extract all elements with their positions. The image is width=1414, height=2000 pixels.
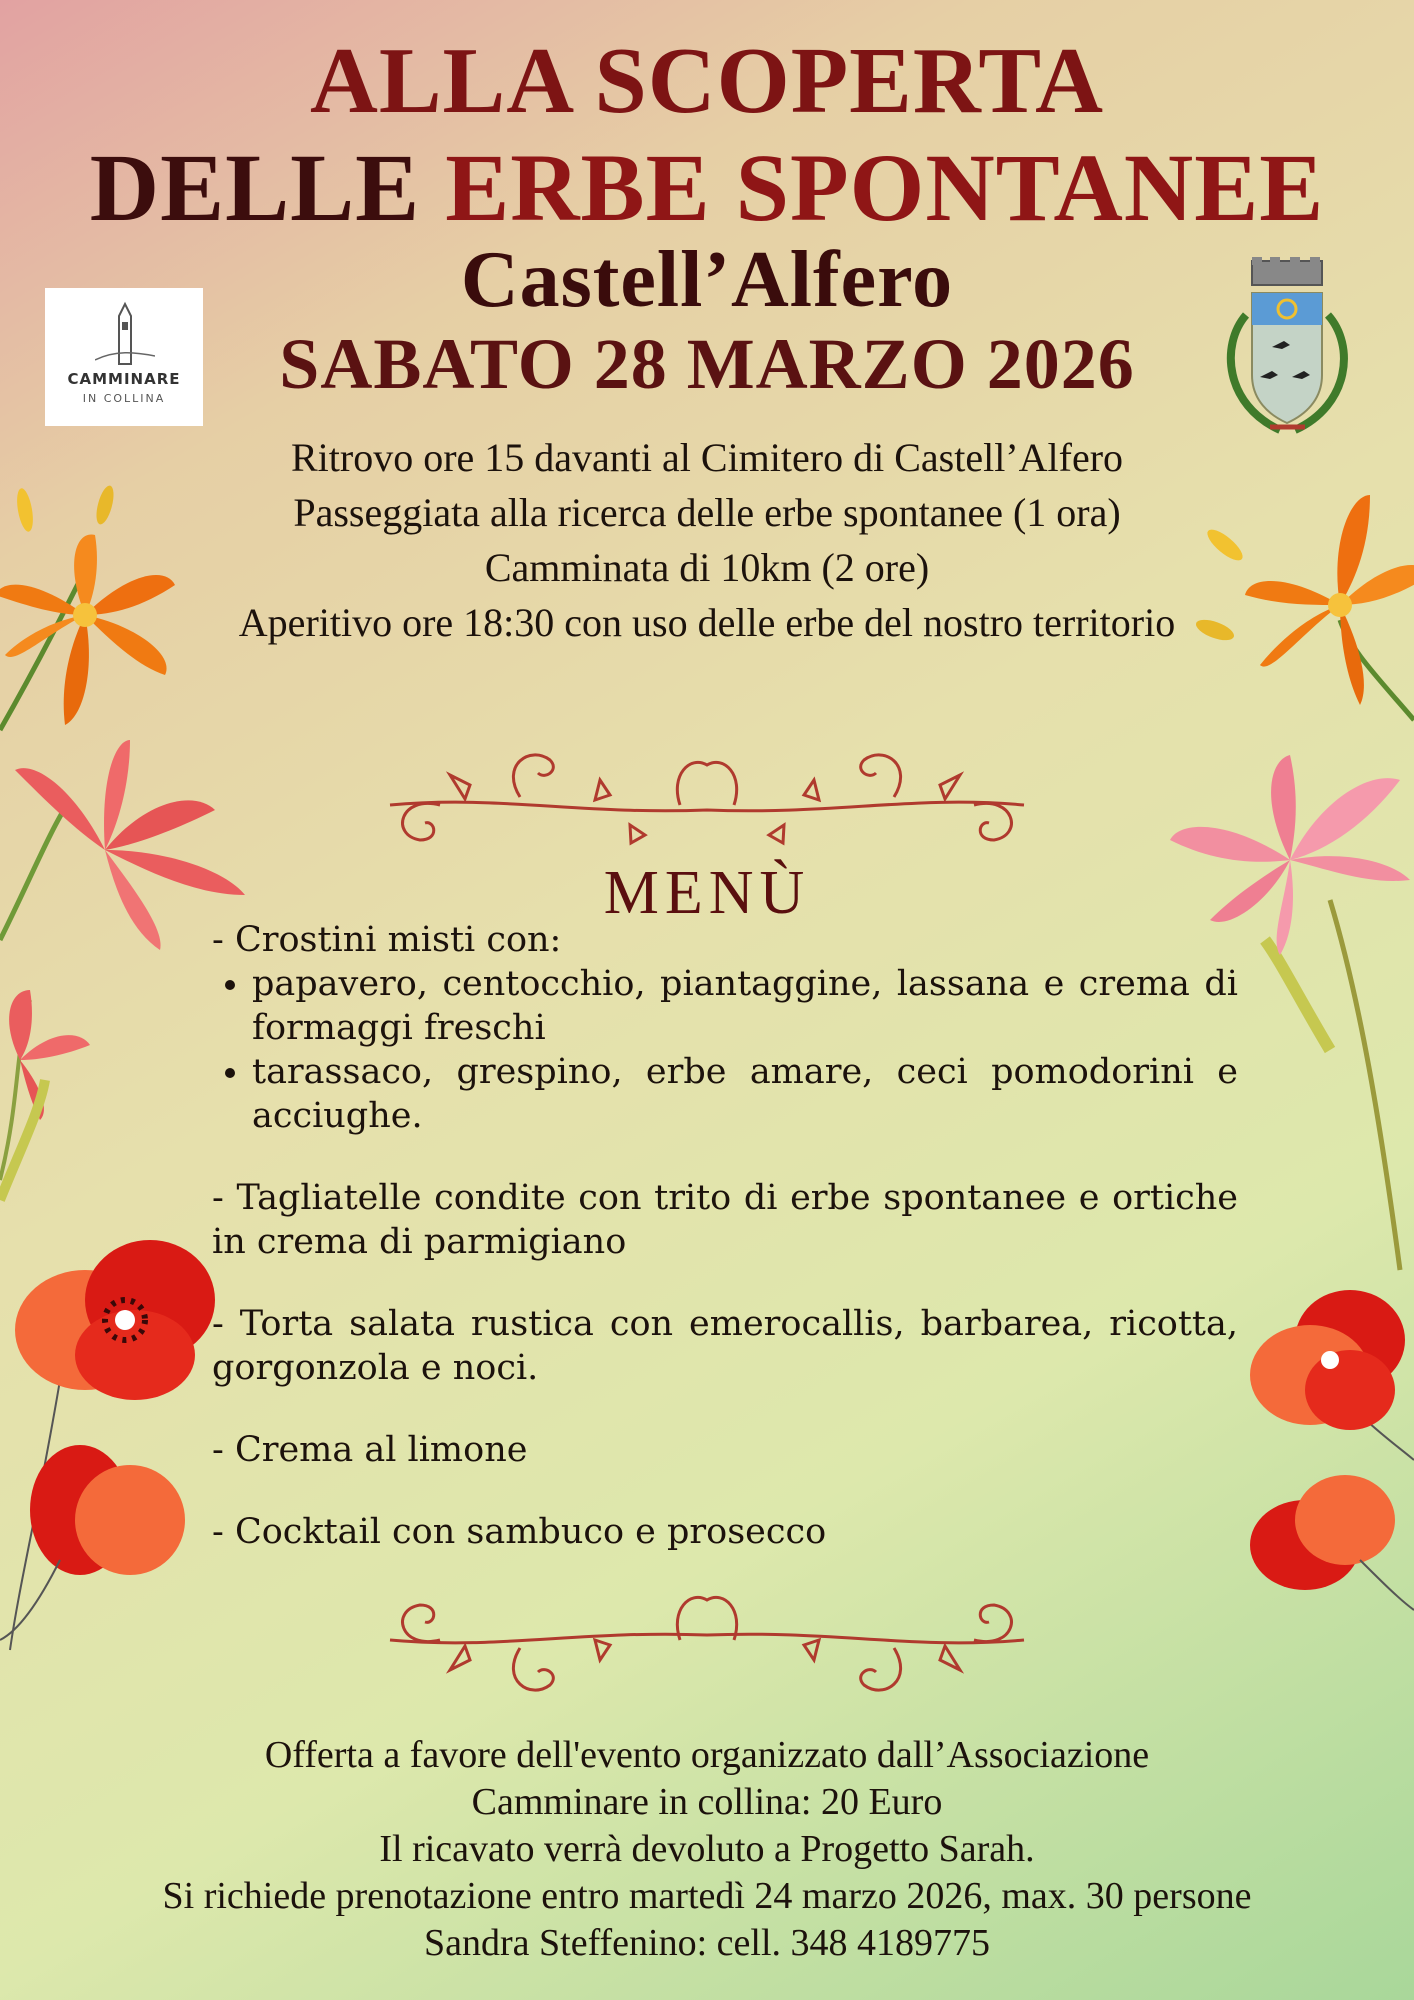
footer-line: Camminare in collina: 20 Euro (471, 1781, 943, 1823)
list-item: • papavero, centocchio, piantaggine, lassana e crema di formaggi freschi (252, 962, 1238, 1050)
logo-subtext: IN COLLINA (82, 392, 166, 405)
menu-list (212, 918, 1238, 1554)
info-line: Aperitivo ore 18:30 con uso delle erbe del nostro territorio (238, 600, 1176, 645)
ornament-divider-bottom (380, 1580, 1034, 1710)
title-line-2-part-1: DELLE (89, 134, 446, 241)
title-line-2-part-2: ERBE SPONTANEE (445, 134, 1325, 241)
footer-line: Offerta a favore dell'evento organizzato dall’Associazione (264, 1734, 1150, 1776)
poppy-left-2 (30, 1445, 185, 1575)
info-line: Camminata di 10km (2 ore) (484, 545, 930, 590)
menu-item-crostini: - Crostini misti con: (212, 920, 562, 960)
title-line-1: ALLA SCOPERTA (309, 29, 1105, 133)
footer-info (40, 1732, 1374, 1967)
poppy-left-1 (15, 1240, 215, 1400)
orange-lily-left (0, 535, 175, 725)
logo-text: CAMMINARE (67, 370, 181, 388)
ornament-divider-top (380, 735, 1034, 875)
event-info (180, 430, 1234, 650)
pink-lily-left-small (9, 990, 90, 1120)
orange-lily-right (1245, 495, 1414, 705)
info-line: Passeggiata alla ricerca delle erbe spontanee (1 ora) (293, 490, 1121, 535)
list-item: • tarassaco, grespino, erbe amare, ceci pomodorini e acciughe. (252, 1050, 1238, 1138)
menu-item-tagliatelle: - Tagliatelle condite con trito di erbe spontanee e ortiche in crema di parmigiano (212, 1178, 1238, 1262)
info-line: Ritrovo ore 15 davanti al Cimitero di Castell’Alfero (290, 435, 1124, 480)
poppy-right-1 (1250, 1290, 1405, 1430)
title-line-2 (0, 134, 1414, 241)
date-title: SABATO 28 MARZO 2026 (279, 324, 1135, 404)
menu-item-torta: - Torta salata rustica con emerocallis, barbarea, ricotta, gorgonzola e noci. (212, 1304, 1238, 1388)
place-title: Castell’Alfero (460, 236, 954, 324)
menu-item-crema: - Crema al limone (212, 1430, 528, 1470)
footer-line: Il ricavato verrà devoluto a Progetto Sarah. (379, 1828, 1035, 1870)
menu-item-cocktail: - Cocktail con sambuco e prosecco (212, 1512, 827, 1552)
footer-line: Si richiede prenotazione entro martedì 24 marzo 2026, max. 30 persone (162, 1875, 1252, 1917)
crostini-sublist (212, 962, 1238, 1138)
menu-title: MENÙ (603, 859, 811, 927)
footer-line: Sandra Steffenino: cell. 348 4189775 (423, 1922, 991, 1964)
